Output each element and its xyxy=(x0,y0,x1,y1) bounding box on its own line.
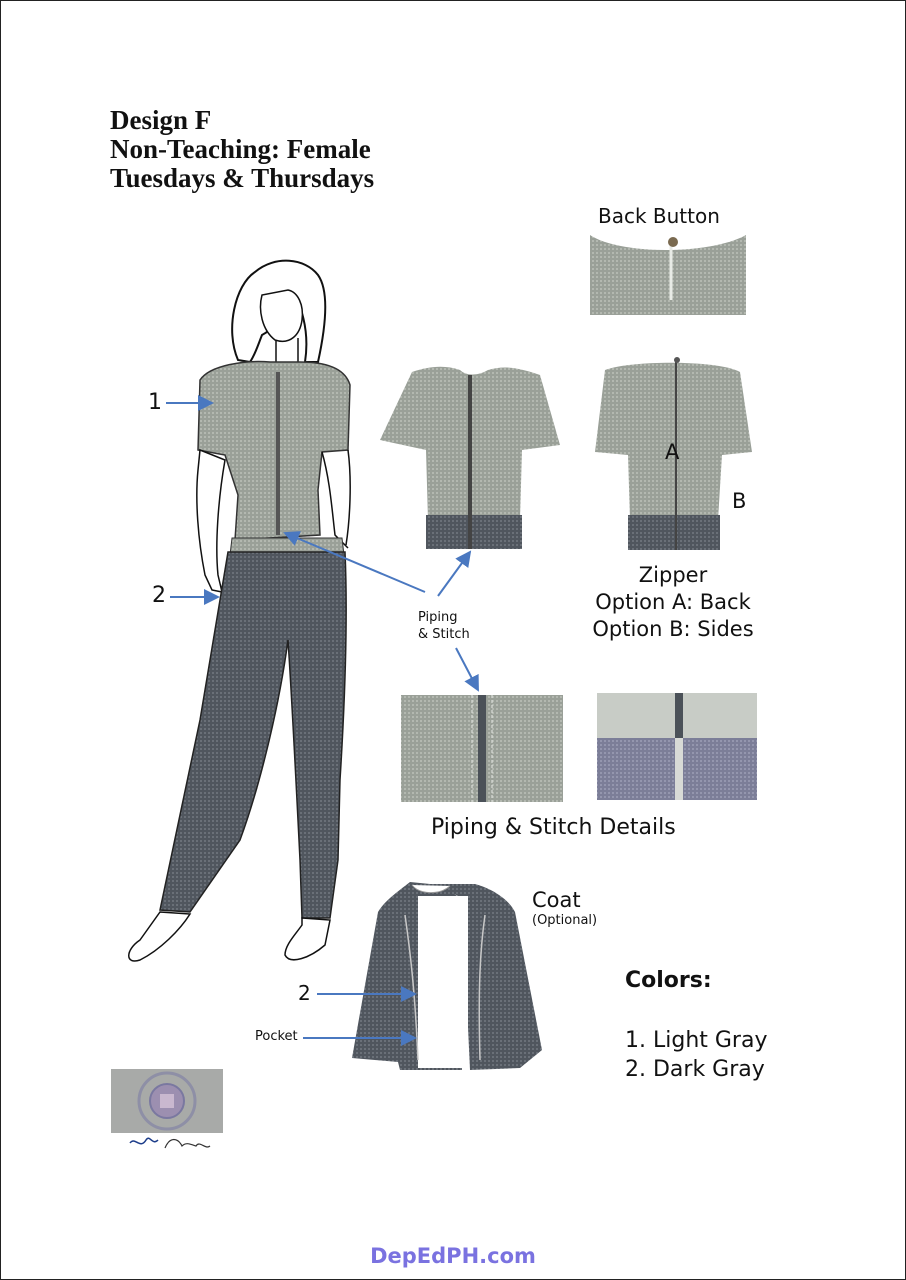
piping-detail-photo-2 xyxy=(597,693,757,800)
zipper-option-b: Option B: Sides xyxy=(592,617,754,641)
zipper-option-a: Option A: Back xyxy=(595,590,751,614)
figure-sketch xyxy=(129,261,350,961)
arrow-piping-detail xyxy=(456,648,478,690)
front-blouse-photo xyxy=(380,367,560,549)
marker-a: A xyxy=(665,440,680,464)
colors-heading: Colors: xyxy=(625,968,712,993)
arrow-piping-front xyxy=(438,552,470,596)
zipper-label: Zipper xyxy=(638,563,708,587)
zipper-caption xyxy=(582,562,764,643)
colors-list xyxy=(625,1026,767,1084)
color-item-dark-gray: 2. Dark Gray xyxy=(625,1057,765,1082)
coat-marker-2: 2 xyxy=(298,981,311,1005)
marker-2: 2 xyxy=(152,583,166,608)
piping-details-caption: Piping & Stitch Details xyxy=(431,815,676,840)
footer-watermark: DepEdPH.com xyxy=(370,1244,536,1268)
back-button-label: Back Button xyxy=(598,204,720,228)
color-item-light-gray: 1. Light Gray xyxy=(625,1028,768,1053)
marker-1: 1 xyxy=(148,390,162,415)
title-design: Design F xyxy=(110,105,212,135)
coat-photo xyxy=(352,882,542,1070)
signature-marks xyxy=(130,1138,210,1148)
pocket-label: Pocket xyxy=(255,1029,298,1044)
title-category: Non-Teaching: Female xyxy=(110,134,371,164)
deped-seal-logo xyxy=(111,1069,223,1133)
title-days: Tuesdays & Thursdays xyxy=(110,163,375,193)
piping-label-line2: & Stitch xyxy=(418,627,470,642)
marker-b: B xyxy=(732,489,747,513)
piping-detail-photo-1 xyxy=(401,695,563,802)
coat-label: Coat xyxy=(532,888,581,912)
coat-optional-label: (Optional) xyxy=(532,913,598,928)
piping-label-line1: Piping xyxy=(418,610,458,625)
piping-stitch-callout xyxy=(418,609,470,643)
back-button-photo xyxy=(590,235,746,315)
